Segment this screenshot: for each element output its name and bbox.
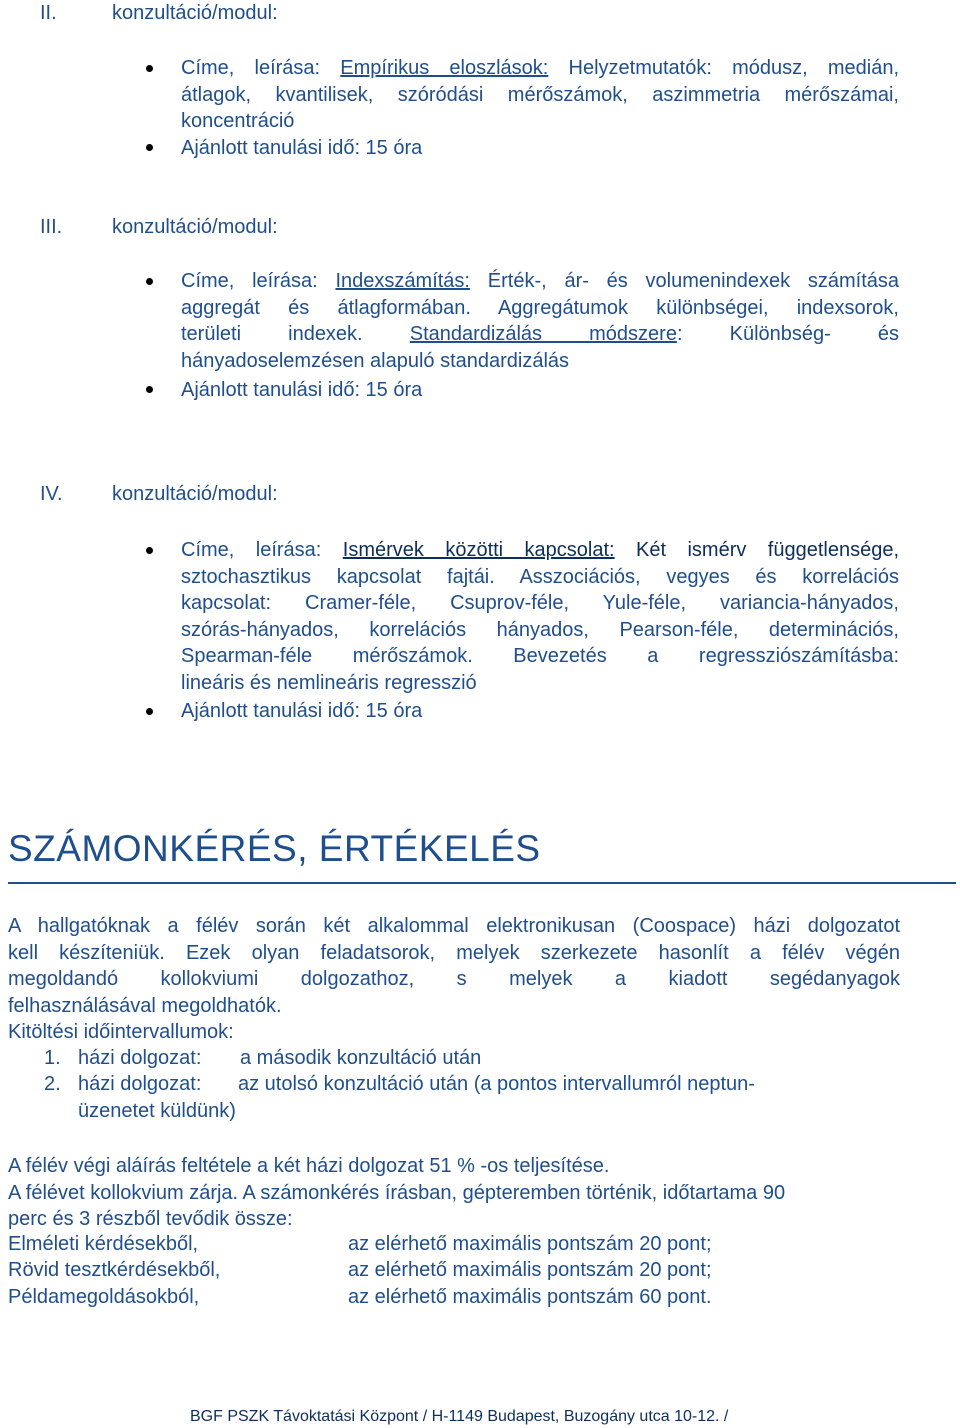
list-number: 2. xyxy=(44,1073,61,1095)
text: Helyzetmutatók: módusz, medián, xyxy=(548,57,899,79)
study-time: Ajánlott tanulási idő: 15 óra xyxy=(181,137,423,159)
description-line: szórás-hányados, korrelációs hányados, Pearson-féle, determinációs, xyxy=(181,618,899,641)
bullet-icon xyxy=(146,708,153,715)
exam-part: Rövid tesztkérdésekből, xyxy=(8,1259,221,1281)
paragraph-line: A hallgatóknak a félév során két alkalommal elektronikusan (Coospace) házi dolgozatot xyxy=(8,915,900,937)
bullet-icon xyxy=(146,65,153,72)
description-line xyxy=(181,321,899,348)
description-line: aggregát és átlagformában. Aggregátumok különbségei, indexsorok, xyxy=(181,296,899,319)
description-line: hányadoselemzésen alapuló standardizálás xyxy=(181,349,570,372)
paragraph-line: megoldandó kollokviumi dolgozathoz, s melyek a kiadott segédanyagok xyxy=(8,968,900,990)
study-time: Ajánlott tanulási idő: 15 óra xyxy=(181,379,423,401)
text: területi indexek. xyxy=(181,323,363,345)
exam-points: az elérhető maximális pontszám 20 pont; xyxy=(348,1259,712,1281)
module-description xyxy=(181,55,899,135)
homework-label: házi dolgozat: xyxy=(78,1047,202,1069)
exam-part: Példamegoldásokból, xyxy=(8,1286,200,1308)
bullet-icon xyxy=(146,144,153,151)
assessment-intro xyxy=(8,913,900,1046)
text: Érték-, ár- és volumenindexek számítása xyxy=(470,270,900,292)
module-heading: konzultáció/modul: xyxy=(112,483,278,505)
bullet-icon xyxy=(146,278,153,285)
homework-time: az utolsó konzultáció után (a pontos intervallumról neptun- xyxy=(238,1073,755,1095)
list-number: 1. xyxy=(44,1047,61,1069)
section-title: SZÁMONKÉRÉS, ÉRTÉKELÉS xyxy=(8,828,541,869)
module-number: IV. xyxy=(40,483,63,505)
description-line: lineáris és nemlineáris regresszió xyxy=(181,671,477,694)
topic-link[interactable]: Standardizálás módszere xyxy=(409,323,677,345)
homework-time: a második konzultáció után xyxy=(240,1047,482,1069)
title-prefix: Címe, leírása: xyxy=(181,57,341,79)
topic-link[interactable]: Empírikus eloszlások: xyxy=(340,57,549,79)
study-time: Ajánlott tanulási idő: 15 óra xyxy=(181,700,423,722)
module-description xyxy=(181,268,899,374)
paragraph-line: perc és 3 részből tevődik össze: xyxy=(8,1208,293,1230)
exam-part: Elméleti kérdésekből, xyxy=(8,1233,199,1255)
description-line: Spearman-féle mérőszámok. Bevezetés a regressziószámításba: xyxy=(181,645,899,667)
paragraph-line: Kitöltési időintervallumok: xyxy=(8,1021,234,1043)
exam-points: az elérhető maximális pontszám 20 pont; xyxy=(348,1233,712,1255)
description-line: kapcsolat: Cramer-féle, Csuprov-féle, Yule-féle, variancia-hányados, xyxy=(181,592,899,614)
description-line: átlagok, kvantilisek, szóródási mérőszámok, aszimmetria mérőszámai, xyxy=(181,83,899,106)
description-line xyxy=(181,55,899,82)
bullet-icon xyxy=(146,386,153,393)
exam-description xyxy=(8,1153,900,1233)
paragraph-line: A félévet kollokvium zárja. A számonkérés írásban, gépteremben történik, időtartama 90 xyxy=(8,1181,786,1204)
paragraph-line: A félév végi aláírás feltétele a két házi dolgozat 51 % -os teljesítése. xyxy=(8,1155,610,1177)
description-line: koncentráció xyxy=(181,110,295,132)
title-prefix: Címe, leírása: xyxy=(181,270,336,292)
module-heading: konzultáció/modul: xyxy=(112,216,278,238)
bullet-icon xyxy=(146,547,153,554)
module-heading: konzultáció/modul: xyxy=(112,2,278,24)
topic-link[interactable]: Ismérvek közötti kapcsolat: xyxy=(342,539,615,561)
title-divider xyxy=(8,882,956,884)
homework-time-continued: üzenetet küldünk) xyxy=(78,1100,236,1122)
text: : Különbség- és xyxy=(676,323,900,345)
module-number: III. xyxy=(40,216,63,238)
description-line: sztochasztikus kapcsolat fajtái. Asszociációs, vegyes és korrelációs xyxy=(181,565,899,588)
paragraph-line: kell készíteniük. Ezek olyan feladatsorok, melyek szerkezete hasonlít a félév végén xyxy=(8,941,900,964)
page-footer: BGF PSZK Távoktatási Központ / H-1149 Budapest, Buzogány utca 10-12. / xyxy=(190,1408,729,1425)
exam-points: az elérhető maximális pontszám 60 pont. xyxy=(348,1286,712,1308)
description-line xyxy=(181,268,899,295)
description-line xyxy=(181,537,899,564)
text: Két ismérv függetlensége, xyxy=(614,539,900,561)
module-number: II. xyxy=(40,2,57,24)
paragraph-line: felhasználásával megoldhatók. xyxy=(8,994,282,1017)
homework-label: házi dolgozat: xyxy=(78,1073,202,1095)
module-description xyxy=(181,537,899,696)
topic-link[interactable]: Indexszámítás: xyxy=(335,270,470,292)
title-prefix: Címe, leírása: xyxy=(181,539,343,561)
